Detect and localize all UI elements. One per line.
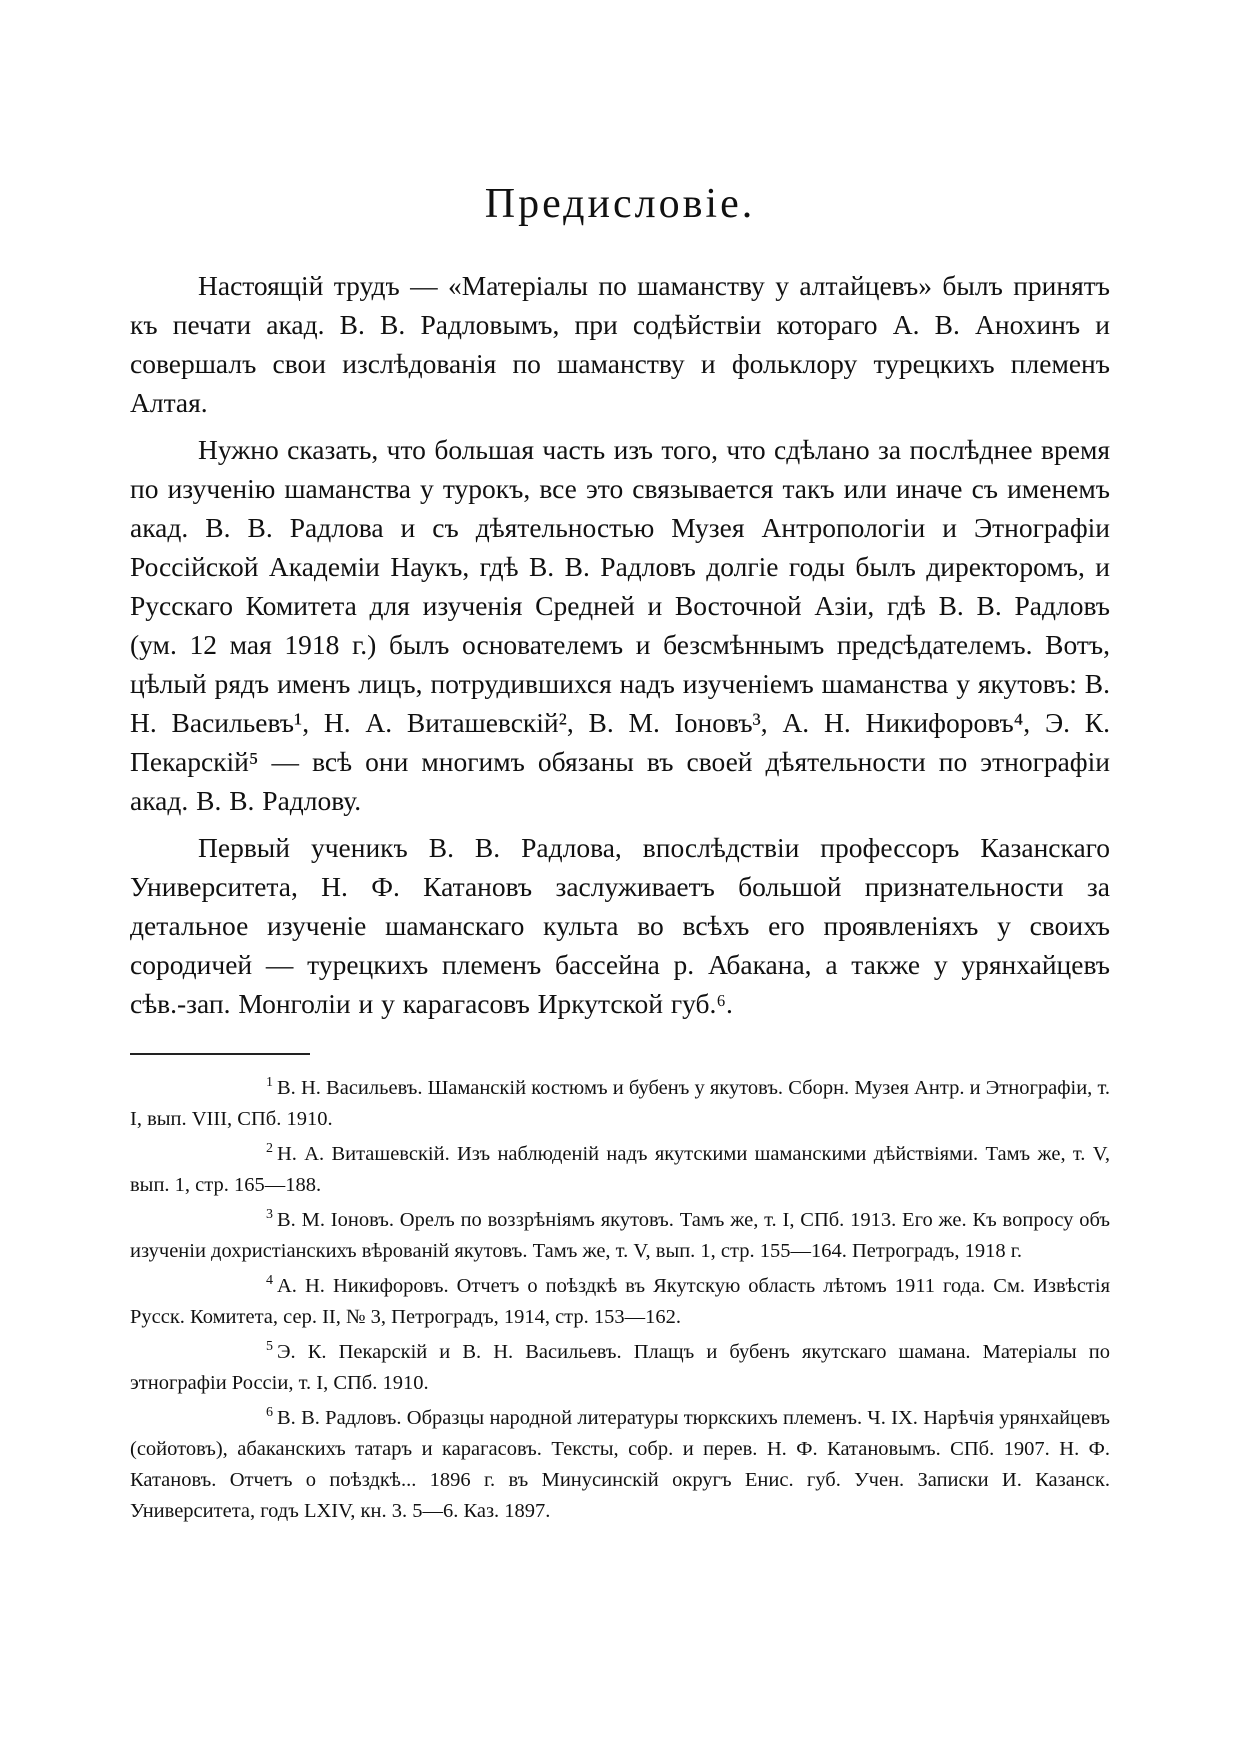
footnote-text: В. М. Іоновъ. Орелъ по воззрѣніямъ якутовъ. Тамъ же, т. I, СПб. 1913. Его же. Къ вопросу объ изученіи дохристіанскихъ вѣрованій якутовъ. Тамъ же, т. V, вып. 1, стр. 155—164. Петроградъ, 1918 г.	[130, 1209, 1110, 1262]
footnote-text: Н. А. Виташевскій. Изъ наблюденій надъ якутскими шаманскими дѣйствіями. Тамъ же, т. V, вып. 1, стр. 165—188.	[130, 1143, 1110, 1196]
paragraph: Нужно сказать, что большая часть изъ того, что сдѣлано за послѣднее время по изученію шаманства у турокъ, все это связывается такъ или иначе съ именемъ акад. В. В. Радлова и съ дѣятельностью Музея Антропологіи и Этнографіи Россійской Академіи Наукъ, гдѣ В. В. Радловъ долгіе годы былъ директоромъ, и Русскаго Комитета для изученія Средней и Восточной Азіи, гдѣ В. В. Радловъ (ум. 12 мая 1918 г.) былъ основателемъ и безсмѣннымъ предсѣдателемъ. Вотъ, цѣлый рядъ именъ лицъ, потрудившихся надъ изученіемъ шаманства у якутовъ: В. Н. Васильевъ¹, Н. А. Виташевскій², В. М. Іоновъ³, А. Н. Никифоровъ⁴, Э. К. Пекарскій⁵ — всѣ они многимъ обязаны въ своей дѣятельности по этнографіи акад. В. В. Радлову.	[130, 434, 1110, 816]
footnote-text: В. Н. Васильевъ. Шаманскій костюмъ и бубенъ у якутовъ. Сборн. Музея Антр. и Этнографіи, т. I, вып. VIII, СПб. 1910.	[130, 1077, 1110, 1130]
footnote: 5 Э. К. Пекарскій и В. Н. Васильевъ. Плащъ и бубенъ якутскаго шамана. Матеріалы по этнографіи Россіи, т. I, СПб. 1910.	[130, 1339, 1110, 1394]
footnote: 6 В. В. Радловъ. Образцы народной литературы тюркскихъ племенъ. Ч. IX. Нарѣчія урянхайцевъ (сойотовъ), абаканскихъ татаръ и карагасовъ. Тексты, собр. и перев. Н. Ф. Катановымъ. СПб. 1907. Н. Ф. Катановъ. Отчетъ о поѣздкѣ... 1896 г. въ Минусинскій округъ Енис. губ. Учен. Записки И. Казанск. Университета, годъ LXIV, кн. 3. 5—6. Каз. 1897.	[130, 1405, 1110, 1522]
footnote: 1 В. Н. Васильевъ. Шаманскій костюмъ и бубенъ у якутовъ. Сборн. Музея Антр. и Этнографіи, т. I, вып. VIII, СПб. 1910.	[130, 1075, 1110, 1130]
page-title: Предисловіе.	[484, 181, 756, 227]
footnotes	[130, 1073, 1110, 1527]
footnote: 4 А. Н. Никифоровъ. Отчетъ о поѣздкѣ въ Якутскую область лѣтомъ 1911 года. См. Извѣстія Русск. Комитета, сер. II, № 3, Петроградъ, 1914, стр. 153—162.	[130, 1273, 1110, 1328]
body-text	[130, 266, 1110, 1023]
footnote: 2 Н. А. Виташевскій. Изъ наблюденій надъ якутскими шаманскими дѣйствіями. Тамъ же, т. V, вып. 1, стр. 165—188.	[130, 1141, 1110, 1196]
document-page	[130, 180, 1110, 1531]
paragraph: Настоящій трудъ — «Матеріалы по шаманству у алтайцевъ» былъ принятъ къ печати акад. В. В. Радловымъ, при содѣйствіи котораго А. В. Анохинъ и совершалъ свои изслѣдованія по шаманству и фольклору турецкихъ племенъ Алтая.	[130, 270, 1110, 418]
footnote: 3 В. М. Іоновъ. Орелъ по воззрѣніямъ якутовъ. Тамъ же, т. I, СПб. 1913. Его же. Къ вопросу объ изученіи дохристіанскихъ вѣрованій якутовъ. Тамъ же, т. V, вып. 1, стр. 155—164. Петроградъ, 1918 г.	[130, 1207, 1110, 1262]
paragraph: Первый ученикъ В. В. Радлова, впослѣдствіи профессоръ Казанскаго Университета, Н. Ф. Катановъ заслуживаетъ большой признательности за детальное изученіе шаманскаго культа во всѣхъ его проявленіяхъ у своихъ сородичей — турецкихъ племенъ бассейна р. Абакана, а также у урянхайцевъ сѣв.-зап. Монголіи и у карагасовъ Иркутской губ.⁶.	[130, 832, 1110, 1019]
footnote-text: Э. К. Пекарскій и В. Н. Васильевъ. Плащъ и бубенъ якутскаго шамана. Матеріалы по этнографіи Россіи, т. I, СПб. 1910.	[130, 1341, 1110, 1394]
footnote-text: А. Н. Никифоровъ. Отчетъ о поѣздкѣ въ Якутскую область лѣтомъ 1911 года. См. Извѣстія Русск. Комитета, сер. II, № 3, Петроградъ, 1914, стр. 153—162.	[130, 1275, 1110, 1328]
footnote-divider	[130, 1053, 310, 1055]
footnote-text: В. В. Радловъ. Образцы народной литературы тюркскихъ племенъ. Ч. IX. Нарѣчія урянхайцевъ (сойотовъ), абаканскихъ татаръ и карагасовъ. Тексты, собр. и перев. Н. Ф. Катановымъ. СПб. 1907. Н. Ф. Катановъ. Отчетъ о поѣздкѣ... 1896 г. въ Минусинскій округъ Енис. губ. Учен. Записки И. Казанск. Университета, годъ LXIV, кн. 3. 5—6. Каз. 1897.	[130, 1407, 1110, 1522]
